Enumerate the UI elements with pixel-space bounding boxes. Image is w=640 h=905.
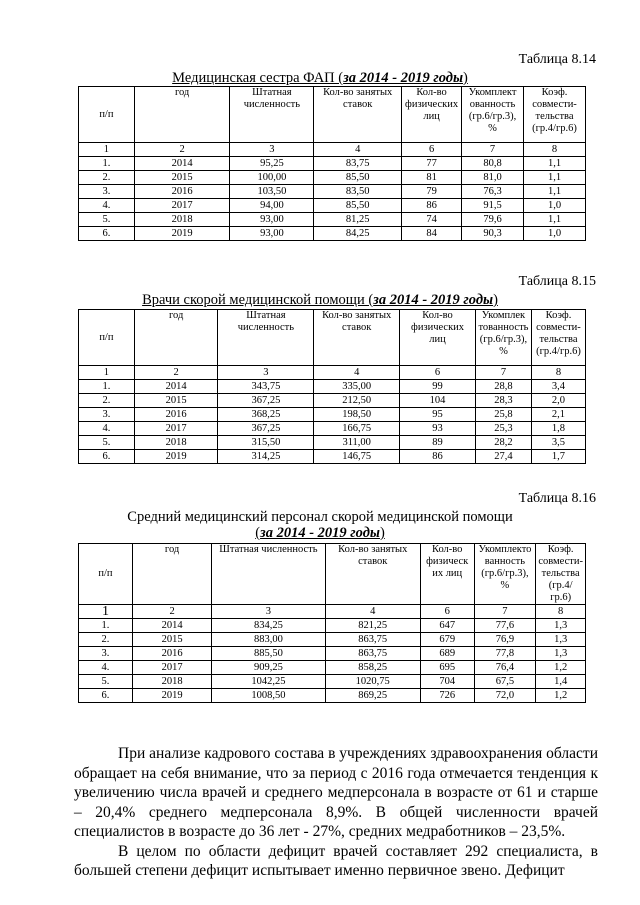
cell: 1008,50 (212, 689, 325, 703)
cell: 1,3 (536, 633, 586, 647)
column-number: 6 (420, 605, 474, 619)
cell: 25,3 (475, 422, 531, 436)
cell: 6. (79, 689, 133, 703)
cell: 2015 (134, 171, 230, 185)
table-row (79, 227, 586, 241)
cell: 5. (79, 675, 133, 689)
header-cell: п/п (79, 87, 135, 143)
cell: 1,0 (524, 199, 586, 213)
table-row (79, 436, 586, 450)
table-row (79, 185, 586, 199)
header-cell: Кол-во занятых ставок (314, 87, 402, 143)
cell: 28,8 (475, 380, 531, 394)
column-number: 3 (230, 143, 314, 157)
cell: 4. (79, 422, 135, 436)
cell: 84 (402, 227, 462, 241)
cell: 28,3 (475, 394, 531, 408)
cell: 343,75 (218, 380, 314, 394)
header-cell: Кол-во физических лиц (402, 87, 462, 143)
cell: 2017 (132, 661, 211, 675)
cell: 2015 (132, 633, 211, 647)
cell: 4. (79, 661, 133, 675)
cell: 83,75 (314, 157, 402, 171)
header-cell: год (134, 87, 230, 143)
table-label: Таблица 8.14 (518, 52, 596, 67)
paragraph: В целом по области дефицит врачей составляет 292 специалиста, в большей степени дефицит испытывает именно первичное звено. Дефицит (74, 842, 598, 879)
cell: 2016 (132, 647, 211, 661)
column-number-row (79, 366, 586, 380)
cell: 885,50 (212, 647, 325, 661)
staff-table-ambulance-doctors (78, 309, 586, 464)
body-text (74, 744, 598, 881)
column-number: 6 (400, 366, 476, 380)
cell: 909,25 (212, 661, 325, 675)
cell: 1042,25 (212, 675, 325, 689)
cell: 89 (400, 436, 476, 450)
cell: 726 (420, 689, 474, 703)
cell: 2016 (134, 185, 230, 199)
cell: 2017 (134, 199, 230, 213)
cell: 883,00 (212, 633, 325, 647)
cell: 2018 (132, 675, 211, 689)
table-row (79, 422, 586, 436)
header-cell: Коэф. совмести-тельства (гр.4/гр.6) (531, 310, 585, 366)
cell: 76,9 (474, 633, 536, 647)
table-row (79, 394, 586, 408)
header-cell: Коэф. совмести-тельства (гр.4/гр.6) (536, 544, 586, 605)
cell: 95,25 (230, 157, 314, 171)
cell: 6. (79, 227, 135, 241)
cell: 2019 (134, 450, 218, 464)
header-cell: Кол-во занятых ставок (325, 544, 420, 605)
column-number: 2 (134, 143, 230, 157)
column-number: 7 (475, 366, 531, 380)
cell: 94,00 (230, 199, 314, 213)
cell: 834,25 (212, 619, 325, 633)
header-cell: Штатная численность (218, 310, 314, 366)
cell: 77,6 (474, 619, 536, 633)
cell: 212,50 (314, 394, 400, 408)
column-number: 6 (402, 143, 462, 157)
cell: 863,75 (325, 633, 420, 647)
table-row (79, 408, 586, 422)
header-cell: Укомплект ованность (гр.6/гр.3), % (462, 87, 524, 143)
cell: 2019 (134, 227, 230, 241)
cell: 83,50 (314, 185, 402, 199)
cell: 77,8 (474, 647, 536, 661)
cell: 95 (400, 408, 476, 422)
table-title: Медицинская сестра ФАП (за 2014 - 2019 годы) (172, 70, 468, 86)
cell: 3. (79, 185, 135, 199)
cell: 2019 (132, 689, 211, 703)
cell: 76,3 (462, 185, 524, 199)
cell: 1,1 (524, 157, 586, 171)
cell: 858,25 (325, 661, 420, 675)
cell: 99 (400, 380, 476, 394)
cell: 81 (402, 171, 462, 185)
table-row (79, 661, 586, 675)
table-header-row (79, 544, 586, 605)
cell: 2014 (134, 380, 218, 394)
table-header-row (79, 310, 586, 366)
header-cell: год (134, 310, 218, 366)
cell: 1020,75 (325, 675, 420, 689)
table-row (79, 647, 586, 661)
header-cell: Кол-во занятых ставок (314, 310, 400, 366)
column-number: 8 (531, 366, 585, 380)
header-cell: п/п (79, 544, 133, 605)
column-number: 1 (79, 605, 133, 619)
cell: 93,00 (230, 227, 314, 241)
column-number: 8 (536, 605, 586, 619)
column-number: 4 (325, 605, 420, 619)
cell: 821,25 (325, 619, 420, 633)
cell: 367,25 (218, 394, 314, 408)
cell: 3,4 (531, 380, 585, 394)
cell: 2018 (134, 213, 230, 227)
column-number: 8 (524, 143, 586, 157)
cell: 91,5 (462, 199, 524, 213)
cell: 2015 (134, 394, 218, 408)
column-number: 4 (314, 366, 400, 380)
column-number: 7 (462, 143, 524, 157)
column-number: 3 (212, 605, 325, 619)
cell: 93 (400, 422, 476, 436)
table-title: Врачи скорой медицинской помощи (за 2014 - 2019 годы) (142, 292, 498, 308)
cell: 198,50 (314, 408, 400, 422)
header-cell: год (132, 544, 211, 605)
cell: 367,25 (218, 422, 314, 436)
table-row (79, 157, 586, 171)
cell: 1,0 (524, 227, 586, 241)
cell: 689 (420, 647, 474, 661)
cell: 77 (402, 157, 462, 171)
cell: 80,8 (462, 157, 524, 171)
table-row (79, 633, 586, 647)
cell: 93,00 (230, 213, 314, 227)
cell: 2,1 (531, 408, 585, 422)
cell: 1,2 (536, 689, 586, 703)
cell: 166,75 (314, 422, 400, 436)
cell: 2. (79, 633, 133, 647)
header-cell: Укомплек тованность (гр.6/гр.3), % (475, 310, 531, 366)
column-number-row (79, 605, 586, 619)
cell: 5. (79, 436, 135, 450)
cell: 25,8 (475, 408, 531, 422)
column-number: 4 (314, 143, 402, 157)
cell: 695 (420, 661, 474, 675)
cell: 2014 (132, 619, 211, 633)
cell: 2. (79, 171, 135, 185)
cell: 335,00 (314, 380, 400, 394)
cell: 3. (79, 647, 133, 661)
cell: 368,25 (218, 408, 314, 422)
cell: 79,6 (462, 213, 524, 227)
table-row (79, 450, 586, 464)
paragraph: При анализе кадрового состава в учреждениях здравоохранения области обращает на себя внимание, что за период с 2016 года отмечается тенденция к увеличению числа врачей и среднего медперсонала в возрасте от 61 и старше – 20,4% среднего медперсонала 8,9%. В общей численности врачей специалистов в возрасте до 36 лет - 27%, средних медработников – 23,5%. (74, 745, 598, 840)
cell: 647 (420, 619, 474, 633)
header-cell: Кол-во физическ их лиц (420, 544, 474, 605)
cell: 1,1 (524, 171, 586, 185)
cell: 81,25 (314, 213, 402, 227)
cell: 5. (79, 213, 135, 227)
staff-table-ambulance-nurses (78, 543, 586, 703)
column-number: 2 (132, 605, 211, 619)
cell: 6. (79, 450, 135, 464)
cell: 85,50 (314, 171, 402, 185)
header-cell: Штатная численность (230, 87, 314, 143)
column-number: 1 (79, 143, 135, 157)
cell: 1,4 (536, 675, 586, 689)
cell: 76,4 (474, 661, 536, 675)
header-cell: Коэф. совмести-тельства (гр.4/гр.6) (524, 87, 586, 143)
cell: 311,00 (314, 436, 400, 450)
cell: 1,3 (536, 619, 586, 633)
cell: 1,8 (531, 422, 585, 436)
cell: 1,2 (536, 661, 586, 675)
cell: 1. (79, 157, 135, 171)
header-cell: п/п (79, 310, 135, 366)
table-row (79, 380, 586, 394)
column-number: 2 (134, 366, 218, 380)
table-title: Средний медицинский персонал скорой медицинской помощи (за 2014 - 2019 годы) (60, 509, 580, 541)
table-row (79, 689, 586, 703)
cell: 81,0 (462, 171, 524, 185)
cell: 28,2 (475, 436, 531, 450)
cell: 1,3 (536, 647, 586, 661)
cell: 103,50 (230, 185, 314, 199)
column-number: 3 (218, 366, 314, 380)
staff-table-feldsher-nurse (78, 86, 586, 241)
table-header-row (79, 87, 586, 143)
table-row (79, 675, 586, 689)
header-cell: Укомплекто ванность (гр.6/гр.3), % (474, 544, 536, 605)
cell: 84,25 (314, 227, 402, 241)
cell: 2017 (134, 422, 218, 436)
table-row (79, 213, 586, 227)
cell: 4. (79, 199, 135, 213)
table-row (79, 171, 586, 185)
cell: 72,0 (474, 689, 536, 703)
cell: 100,00 (230, 171, 314, 185)
cell: 3,5 (531, 436, 585, 450)
table-row (79, 619, 586, 633)
cell: 2. (79, 394, 135, 408)
column-number: 1 (79, 366, 135, 380)
cell: 314,25 (218, 450, 314, 464)
column-number: 7 (474, 605, 536, 619)
header-cell: Кол-во физических лиц (400, 310, 476, 366)
cell: 86 (400, 450, 476, 464)
cell: 2018 (134, 436, 218, 450)
cell: 1,1 (524, 185, 586, 199)
table-label: Таблица 8.16 (518, 491, 596, 506)
cell: 2016 (134, 408, 218, 422)
cell: 27,4 (475, 450, 531, 464)
cell: 2014 (134, 157, 230, 171)
table-title-line: Средний медицинский персонал скорой медицинской помощи (127, 509, 513, 525)
cell: 1,7 (531, 450, 585, 464)
cell: 2,0 (531, 394, 585, 408)
cell: 1. (79, 380, 135, 394)
cell: 104 (400, 394, 476, 408)
table-row (79, 199, 586, 213)
cell: 74 (402, 213, 462, 227)
cell: 86 (402, 199, 462, 213)
cell: 869,25 (325, 689, 420, 703)
cell: 3. (79, 408, 135, 422)
cell: 315,50 (218, 436, 314, 450)
header-cell: Штатная численность (212, 544, 325, 605)
cell: 863,75 (325, 647, 420, 661)
column-number-row (79, 143, 586, 157)
cell: 85,50 (314, 199, 402, 213)
cell: 90,3 (462, 227, 524, 241)
cell: 79 (402, 185, 462, 199)
cell: 146,75 (314, 450, 400, 464)
cell: 679 (420, 633, 474, 647)
cell: 67,5 (474, 675, 536, 689)
cell: 704 (420, 675, 474, 689)
cell: 1,1 (524, 213, 586, 227)
cell: 1. (79, 619, 133, 633)
table-label: Таблица 8.15 (518, 274, 596, 289)
